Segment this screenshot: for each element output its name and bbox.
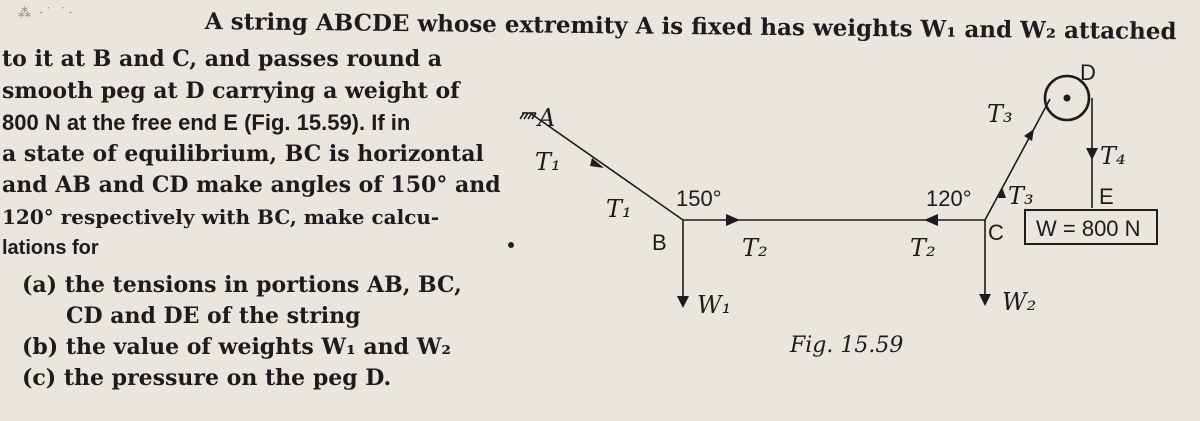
arrow-t4 [1086, 148, 1098, 160]
angle-label-b: 150° [676, 186, 722, 211]
label-t3-upper: T₃ [987, 100, 1013, 128]
statement-line: and AB and CD make angles of 150° and [2, 172, 501, 198]
arrow-t2-right [924, 214, 938, 226]
question-item-a: (a) the tensions in portions AB, BC, [22, 272, 462, 298]
arrow-w1 [677, 296, 689, 308]
statement-line: 800 N at the free end E (Fig. 15.59). If in [2, 110, 411, 135]
statement-line: lations for [2, 237, 99, 259]
arrow-t2-left [726, 214, 740, 226]
statement-line: a state of equilibrium, BC is horizontal [2, 140, 484, 167]
figure-caption: Fig. 15.59 [790, 333, 904, 358]
label-t1-upper: T₁ [535, 148, 561, 176]
statement-line: to it at B and C, and passes round a [2, 46, 443, 72]
statement-line: 120° respectively with BC, make calcu- [2, 204, 440, 229]
label-c: C [988, 220, 1004, 245]
question-item-c: (c) the pressure on the peg D. [22, 365, 392, 391]
support-tick [520, 113, 524, 119]
support-tick [524, 113, 528, 119]
problem-title: A string ABCDE whose extremity A is fixed has weights W₁ and W₂ attached [204, 8, 1177, 46]
label-w1: W₁ [697, 291, 732, 319]
label-t2-right: T₂ [910, 234, 936, 262]
label-t2-left: T₂ [742, 234, 768, 262]
faded-marks: ⁂ ·˙ ˙· [18, 6, 75, 21]
question-item-b: (b) the value of weights W₁ and W₂ [22, 334, 452, 360]
label-a: A [538, 104, 556, 132]
label-t4: T₄ [1100, 142, 1126, 170]
statement-line: smooth peg at D carrying a weight of [2, 77, 460, 104]
peg-center [1064, 95, 1071, 102]
label-t3-lower: T₃ [1008, 182, 1034, 210]
angle-label-c: 120° [926, 186, 972, 211]
label-e: E [1099, 184, 1114, 209]
weight-box-label: W = 800 N [1036, 216, 1141, 241]
label-t1-lower: T₁ [606, 195, 632, 223]
label-d: D [1080, 60, 1096, 85]
label-w2: W₂ [1002, 288, 1037, 316]
label-b: B [652, 230, 667, 255]
arrow-w2 [979, 294, 991, 306]
question-item-a-cont: CD and DE of the string [66, 303, 361, 329]
